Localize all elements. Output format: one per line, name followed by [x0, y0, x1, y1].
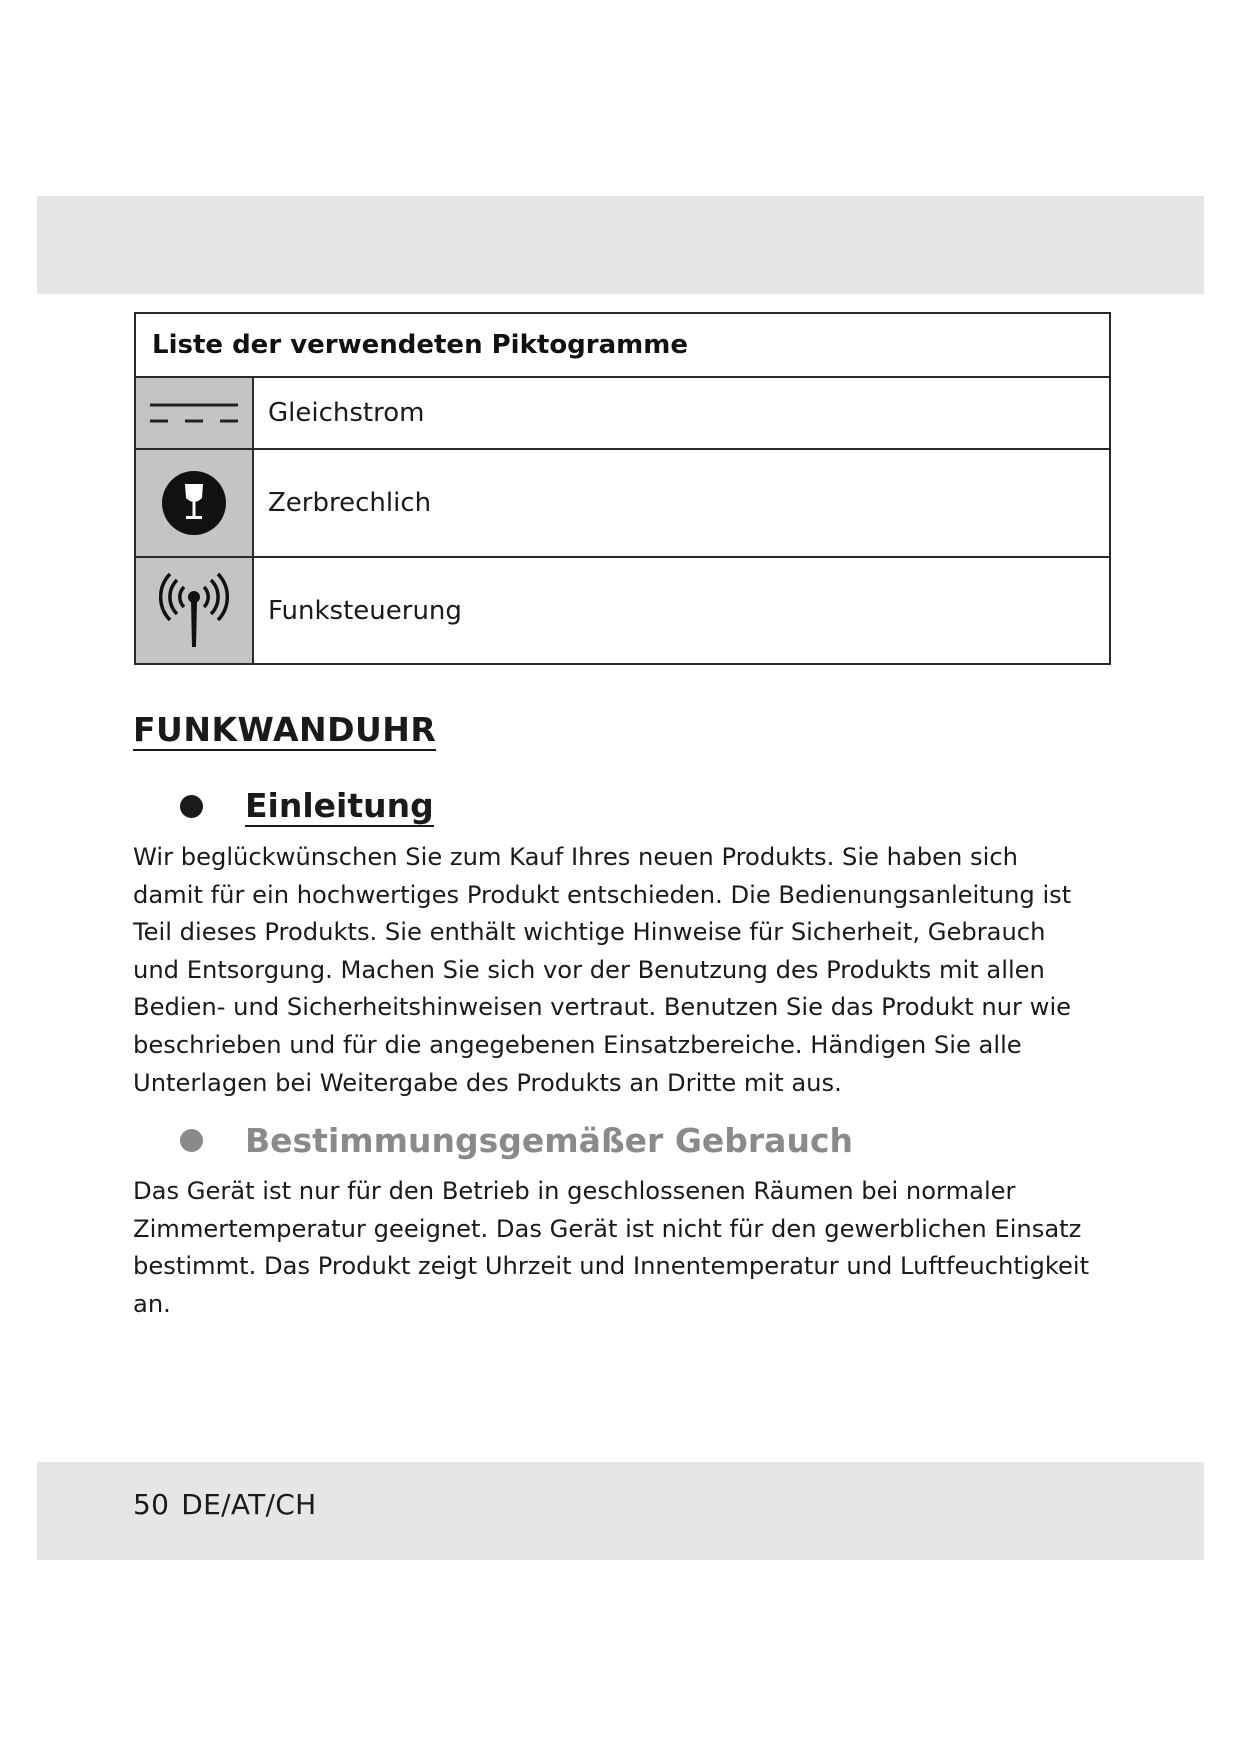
table-row: [136, 558, 1109, 663]
fragile-glass-icon: [136, 450, 254, 556]
subsection-title: Bestimmungsgemäßer Gebrauch: [245, 1121, 854, 1160]
pictogram-label: Gleichstrom: [268, 398, 425, 428]
bullet-icon: [180, 1129, 203, 1152]
pictogram-label: Zerbrechlich: [268, 488, 432, 518]
bullet-icon: [180, 795, 203, 818]
subsection-heading-einleitung: [180, 787, 434, 827]
subsection-title: Einleitung: [245, 786, 434, 825]
page-footer: [133, 1488, 316, 1521]
pictogram-label: Funksteuerung: [268, 595, 462, 626]
usage-paragraph: Das Gerät ist nur für den Betrieb in geschlossenen Räumen bei normaler Zimmertemperatur geeignet. Das Gerät ist nicht für den gewerblichen Einsatz bestimmt. Das Produkt zeigt Uhrzeit und Innentemperatur und Luftfeuchtigkeit an.: [133, 1177, 1090, 1318]
region-label: DE/AT/CH: [181, 1488, 317, 1521]
direct-current-icon: [136, 378, 254, 448]
subsection-heading-gebrauch: [180, 1121, 853, 1160]
table-row: [136, 378, 1109, 450]
pictogram-table-header: Liste der verwendeten Piktogramme: [136, 314, 1109, 378]
pictogram-table: [134, 312, 1111, 665]
radio-antenna-icon: [136, 558, 254, 663]
page-number: 50: [133, 1488, 170, 1521]
header-band: [37, 196, 1204, 294]
intro-paragraph: Wir beglückwünschen Sie zum Kauf Ihres neuen Produkts. Sie haben sich damit für ein hochwertiges Produkt entschieden. Die Bedienungsanleitung ist Teil dieses Produkts. Sie enthält wichtige Hinweise für Sicherheit, Gebrauch und Entsorgung. Machen Sie sich vor der Benutzung des Produkts mit allen Bedien- und Sicherheitshinweisen vertraut. Benutzen Sie das Produkt nur wie beschrieben und für die angegebenen Einsatzbereiche. Händigen Sie alle Unterlagen bei Weitergabe des Produkts an Dritte mit aus.: [133, 843, 1072, 1097]
table-row: [136, 450, 1109, 558]
section-title: FUNKWANDUHR: [133, 712, 436, 751]
